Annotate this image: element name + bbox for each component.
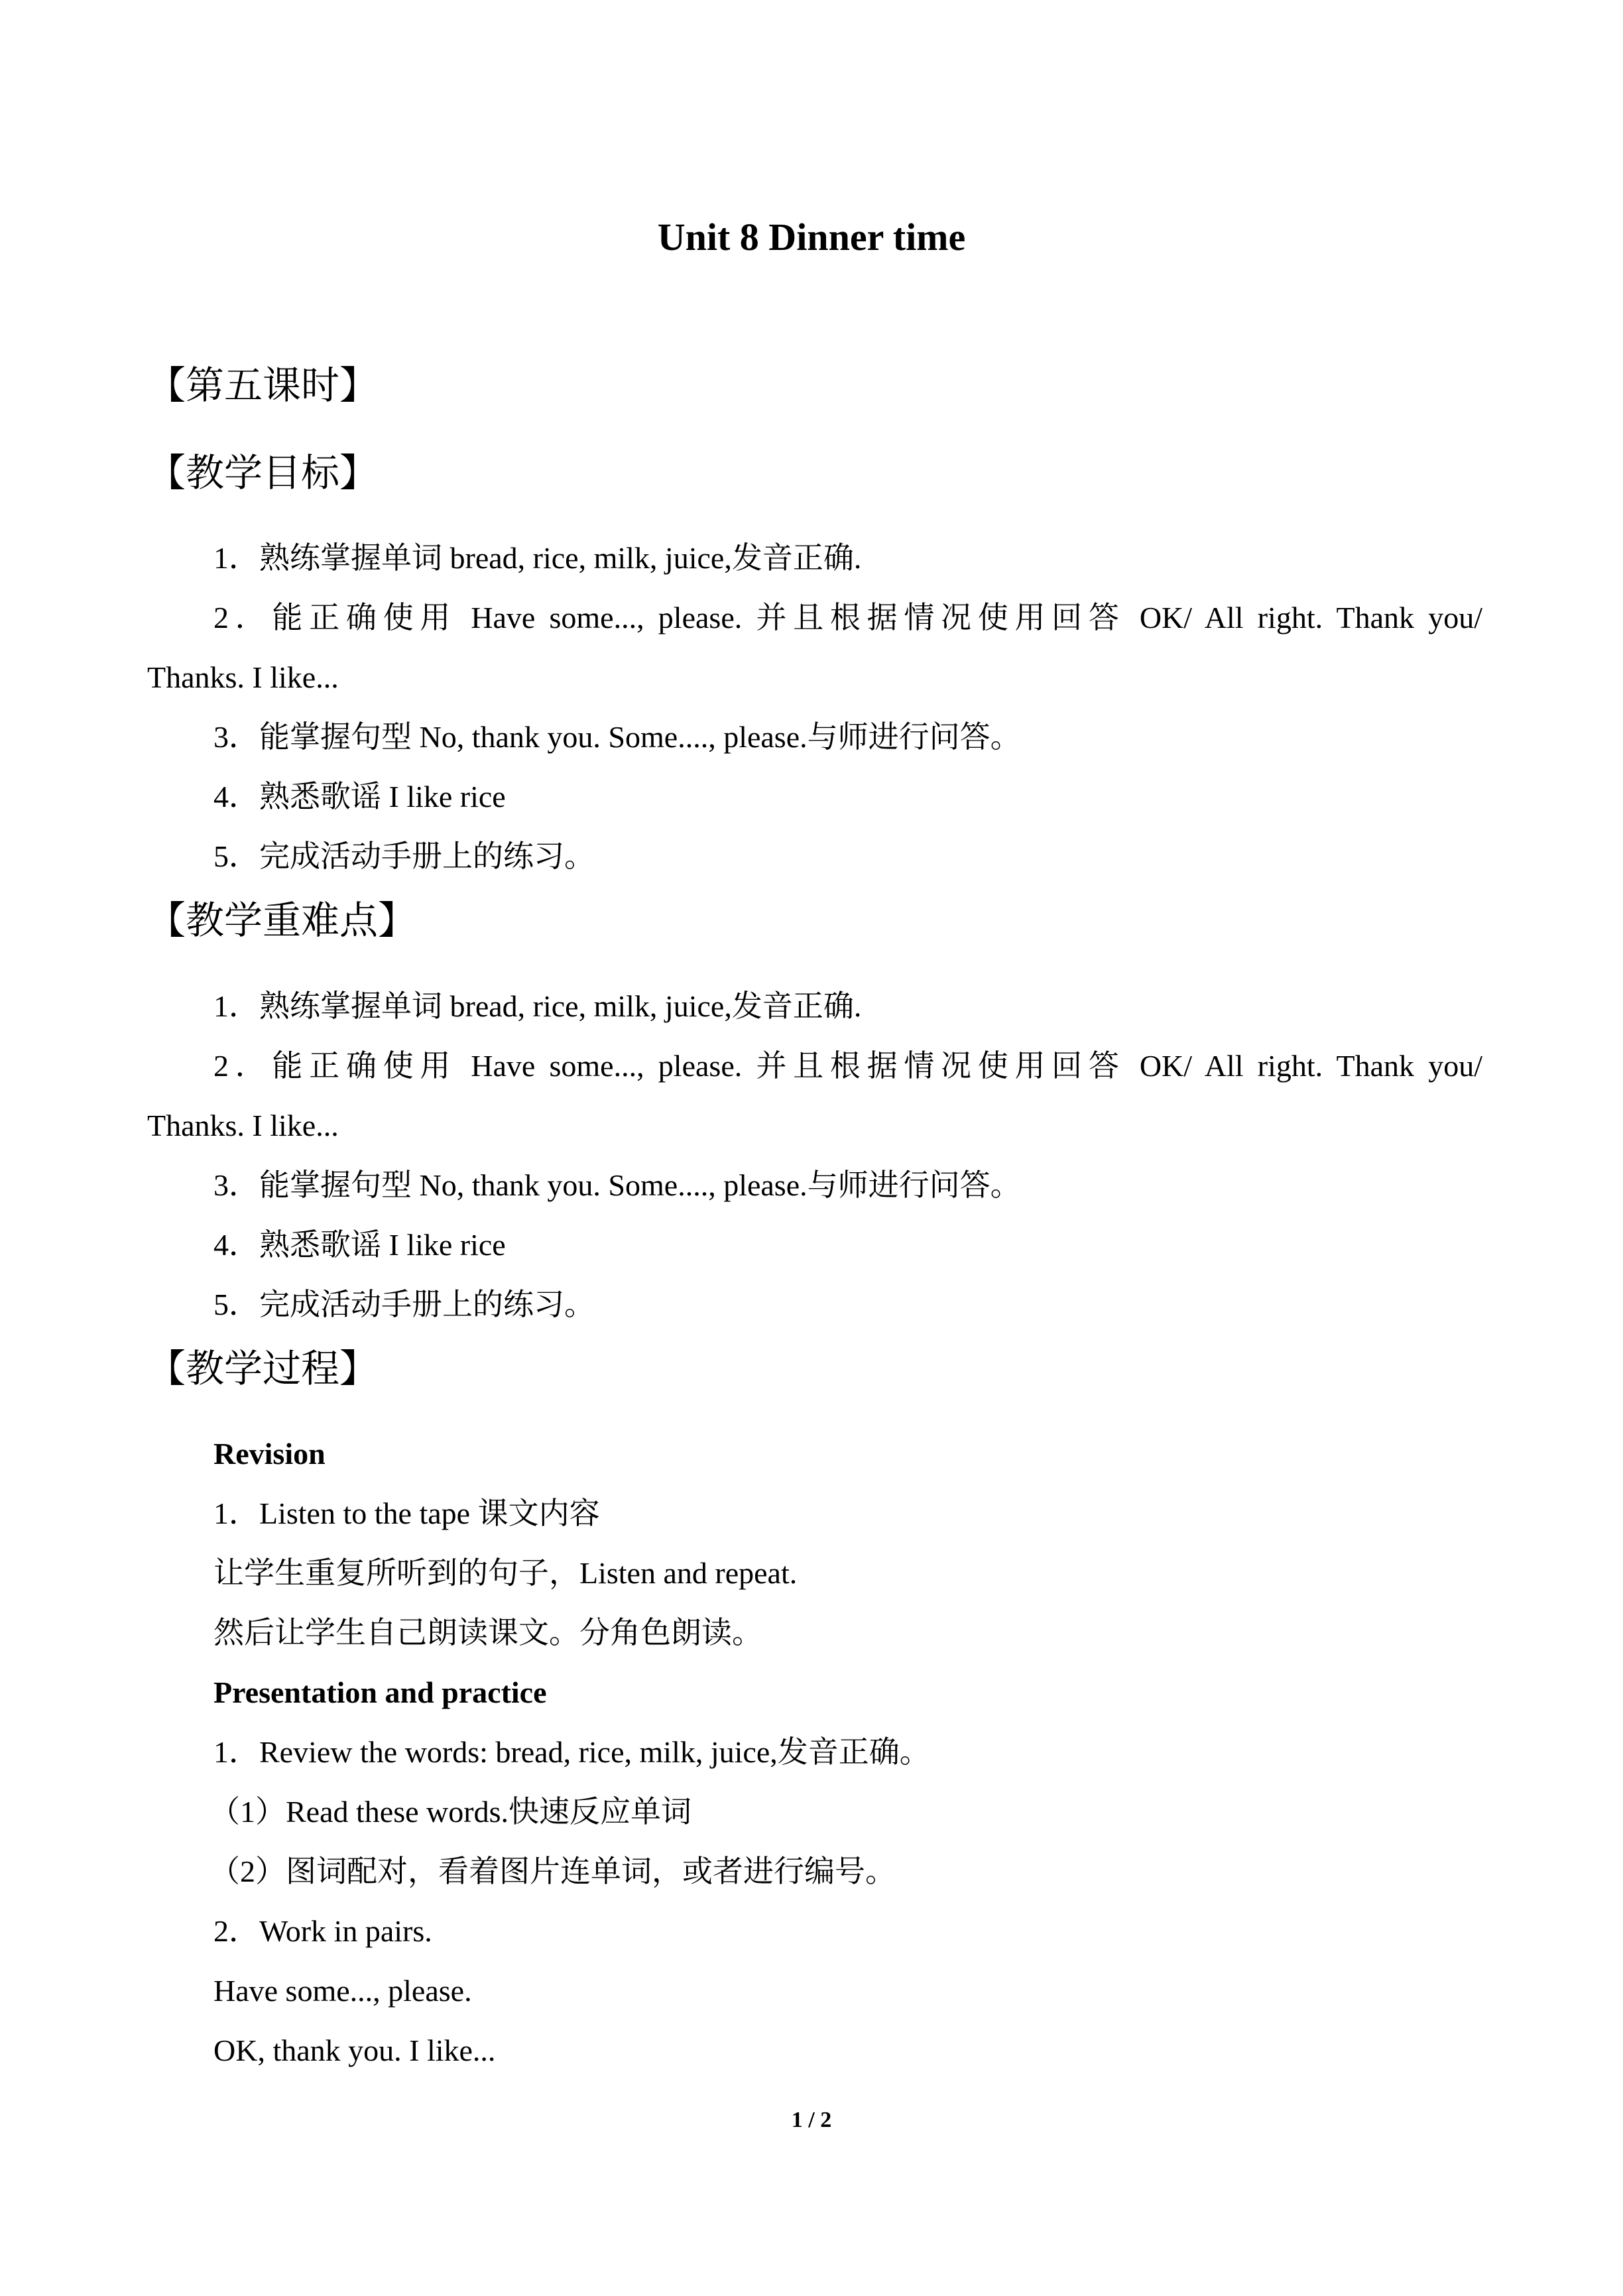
- key-points-heading: 【教学重难点】: [147, 899, 417, 942]
- revision-line-2: 让学生重复所听到的句子，Listen and repeat.: [213, 1556, 798, 1590]
- key-point-item-2-continued: Thanks. I like...: [147, 1109, 339, 1142]
- pair-dialogue-line-2: OK, thank you. I like...: [213, 2033, 496, 2067]
- key-point-item-3: 3．能掌握句型 No, thank you. Some...., please.与师进行问答。: [213, 1168, 1021, 1202]
- process-heading: 【教学过程】: [147, 1347, 379, 1390]
- practice-item-1: 1．Review the words: bread, rice, milk, juice,发音正确。: [213, 1735, 930, 1769]
- key-point-item-1: 1．熟练掌握单词 bread, rice, milk, juice,发音正确.: [213, 989, 862, 1023]
- revision-item-1: 1．Listen to the tape 课文内容: [213, 1496, 600, 1530]
- objective-item-5: 5．完成活动手册上的练习。: [213, 839, 595, 873]
- page-number: 1 / 2: [791, 2108, 832, 2132]
- practice-item-2: 2．Work in pairs.: [213, 1914, 432, 1948]
- key-point-item-4: 4．熟悉歌谣 I like rice: [213, 1228, 506, 1262]
- revision-heading: Revision: [213, 1437, 326, 1471]
- revision-line-3: 然后让学生自己朗读课文。分角色朗读。: [213, 1616, 762, 1650]
- lesson-label: 【第五课时】: [147, 364, 379, 407]
- objectives-heading: 【教学目标】: [147, 452, 379, 495]
- key-point-item-5: 5．完成活动手册上的练习。: [213, 1288, 595, 1321]
- key-point-item-2: 2．能正确使用 Have some..., please. 并且根据情况使用回答 OK/ All right. Thank you/: [213, 1049, 1482, 1083]
- objective-item-1: 1．熟练掌握单词 bread, rice, milk, juice,发音正确.: [213, 541, 862, 575]
- presentation-heading: Presentation and practice: [213, 1675, 547, 1709]
- document-title: Unit 8 Dinner time: [657, 215, 966, 259]
- practice-sub-item-2: （2）图词配对，看着图片连单词，或者进行编号。: [210, 1854, 896, 1888]
- pair-dialogue-line-1: Have some..., please.: [213, 1974, 472, 2008]
- practice-sub-item-1: （1）Read these words.快速反应单词: [210, 1795, 691, 1829]
- objective-item-2-continued: Thanks. I like...: [147, 660, 339, 694]
- objective-item-3: 3．能掌握句型 No, thank you. Some...., please.与师进行问答。: [213, 720, 1021, 754]
- objective-item-4: 4．熟悉歌谣 I like rice: [213, 780, 506, 814]
- objective-item-2: 2．能正确使用 Have some..., please. 并且根据情况使用回答 OK/ All right. Thank you/: [213, 601, 1482, 634]
